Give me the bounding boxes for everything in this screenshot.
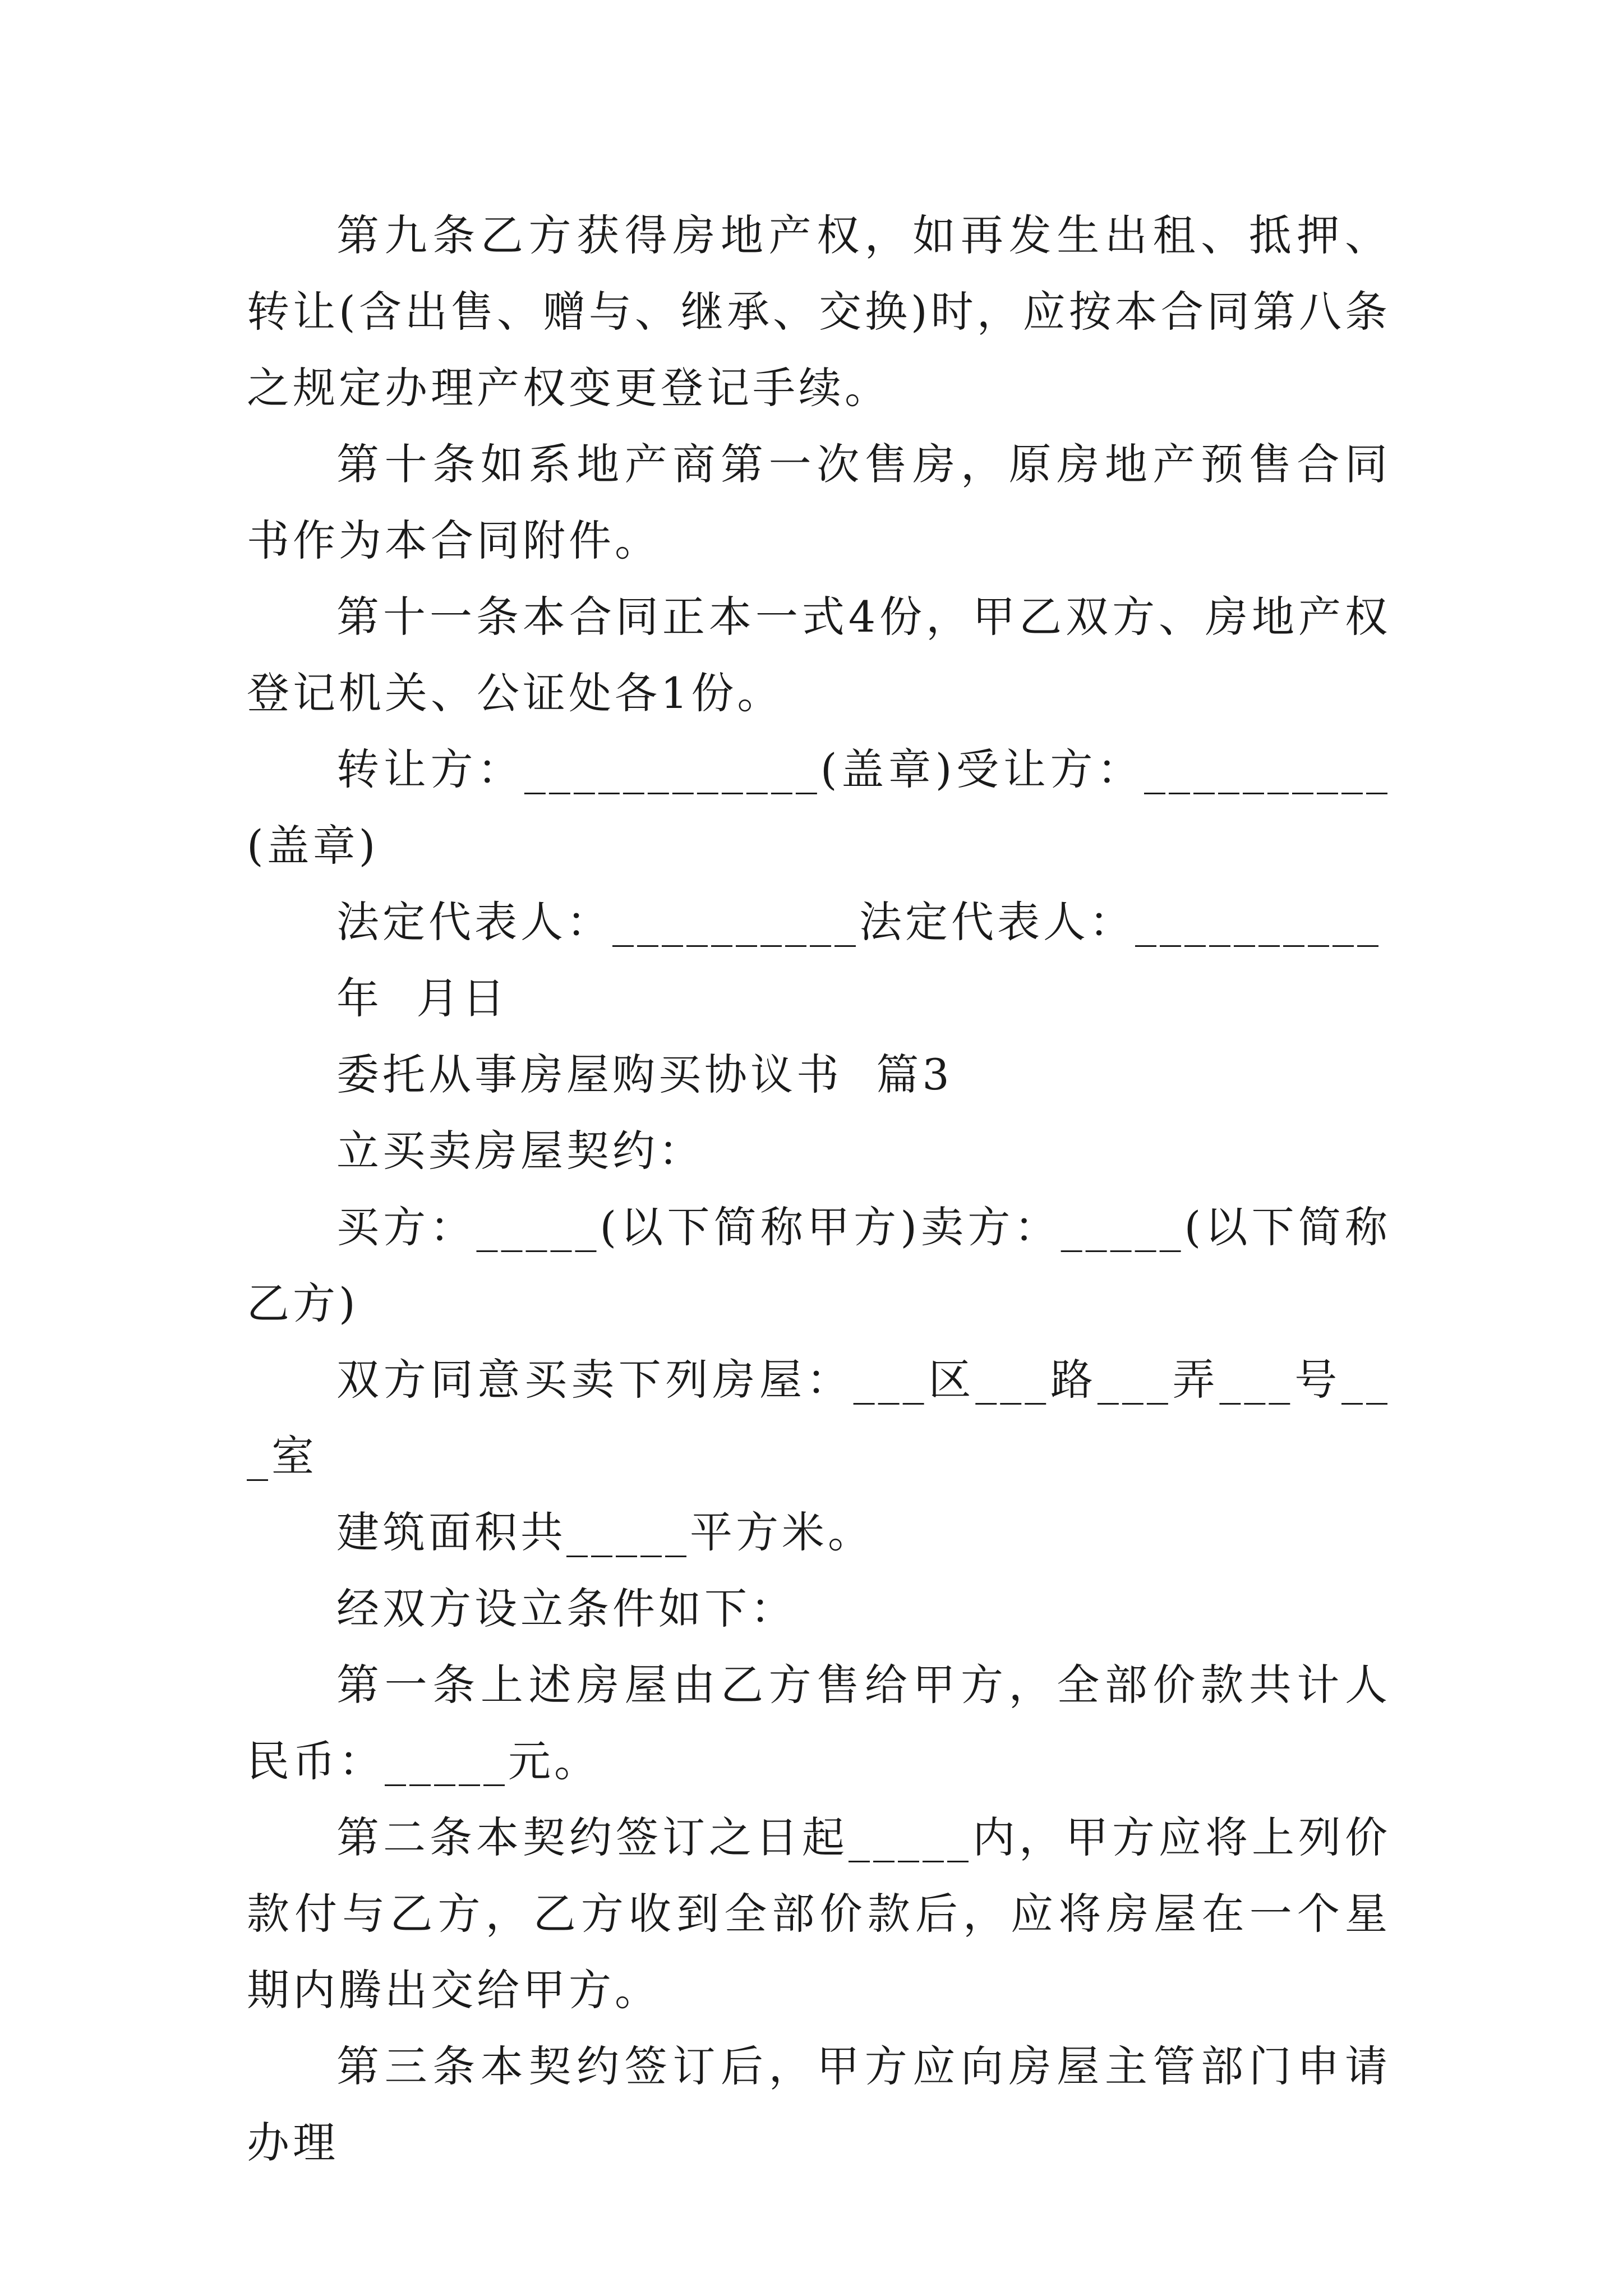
paragraph-clause-1: 第一条上述房屋由乙方售给甲方，全部价款共计人民币：_____元。 xyxy=(247,1660,1391,1786)
section-heading: 委托从事房屋购买协议书 篇3 xyxy=(336,1050,953,1099)
conditions-intro: 经双方设立条件如下： xyxy=(336,1584,796,1634)
document-body xyxy=(247,197,1391,2181)
paragraph-article-11: 第十一条本合同正本一式4份，甲乙双方、房地产权登记机关、公证处各1份。 xyxy=(247,592,1391,718)
signature-line-parties: 转让方：____________(盖章)受让方：__________(盖章) xyxy=(247,744,1391,871)
paragraph-clause-3: 第三条本契约签订后，甲方应向房屋主管部门申请办理 xyxy=(247,2041,1391,2168)
contract-preamble: 立买卖房屋契约： xyxy=(336,1126,704,1176)
signature-line-representatives: 法定代表人：__________法定代表人：__________ xyxy=(336,897,1382,947)
date-line: 年 月日 xyxy=(336,973,509,1023)
paragraph-clause-2: 第二条本契约签订之日起_____内，甲方应将上列价款付与乙方，乙方收到全部价款后，应将房屋在一个星期内腾出交给甲方。 xyxy=(247,1812,1391,2015)
property-address-line: 双方同意买卖下列房屋：___区___路___弄___号___室 xyxy=(247,1355,1391,1481)
buyer-seller-line: 买方：_____(以下简称甲方)卖方：_____(以下简称乙方) xyxy=(247,1202,1391,1328)
paragraph-article-9: 第九条乙方获得房地产权，如再发生出租、抵押、转让(含出售、赠与、继承、交换)时，应按本合同第八条之规定办理产权变更登记手续。 xyxy=(247,210,1391,413)
paragraph-article-10: 第十条如系地产商第一次售房，原房地产预售合同书作为本合同附件。 xyxy=(247,439,1391,565)
floor-area-line: 建筑面积共_____平方米。 xyxy=(336,1507,874,1557)
